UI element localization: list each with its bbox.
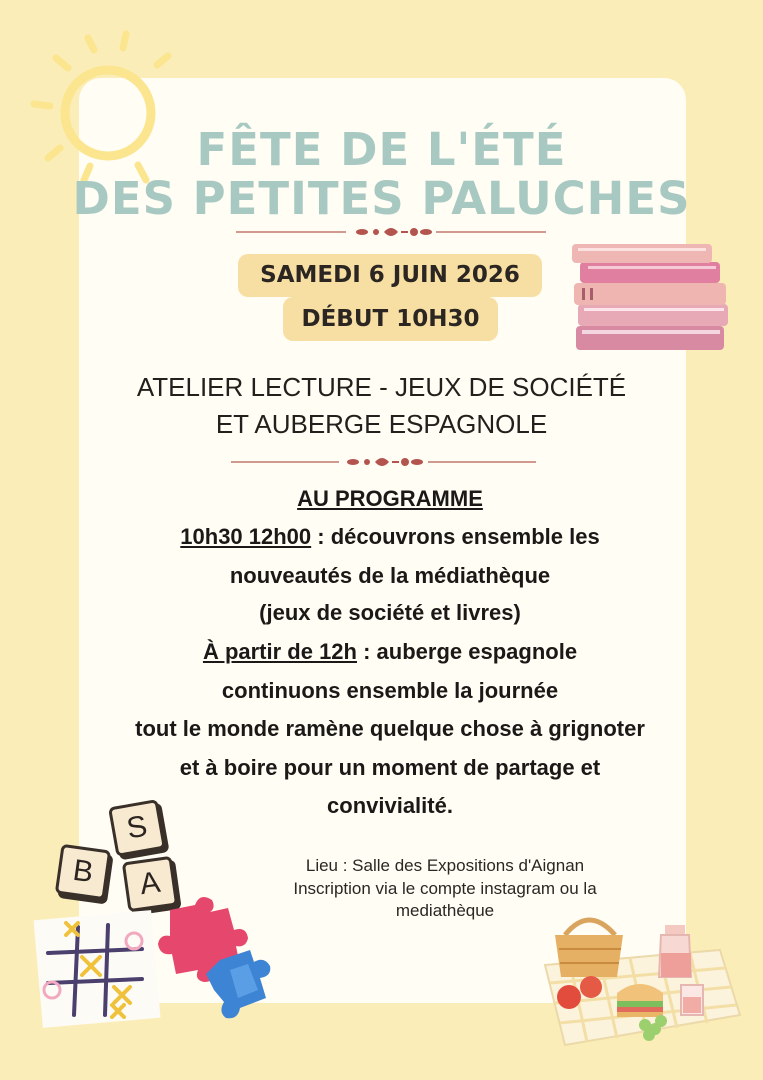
start-time-badge: DÉBUT 10H30 xyxy=(283,297,498,341)
title-line-1: FÊTE DE L'ÉTÉ xyxy=(196,123,567,176)
scrabble-tile-letter: S xyxy=(124,809,150,846)
program-heading: AU PROGRAMME xyxy=(297,486,483,511)
divider-ornament xyxy=(236,224,546,240)
books-icon xyxy=(568,240,733,355)
signup-text-line-1: Inscription via le compte instagram ou la xyxy=(293,879,597,898)
slot-1-line-2: nouveautés de la médiathèque xyxy=(229,563,551,588)
slot-2-text: auberge espagnole xyxy=(376,639,578,664)
tic-tac-toe-icon xyxy=(30,905,165,1030)
slot-1-separator: : xyxy=(311,524,331,549)
slot-2-line-5: convivialité. xyxy=(327,793,453,818)
scrabble-tile xyxy=(108,799,166,857)
slot-1-time: 10h30 12h00 xyxy=(180,524,312,549)
scrabble-tile xyxy=(55,844,111,900)
puzzle-pieces-icon xyxy=(150,890,290,1025)
program-slot-1 xyxy=(100,524,680,550)
program-slot-2 xyxy=(100,639,680,665)
activities-line-1: ATELIER LECTURE - JEUX DE SOCIÉTÉ xyxy=(136,372,627,402)
slot-2-separator: : xyxy=(356,639,377,664)
scrabble-tile-letter: A xyxy=(137,865,163,902)
scrabble-tile-letter: B xyxy=(70,853,96,890)
title-line-2: DES PETITES PALUCHES xyxy=(72,172,691,225)
picnic-icon xyxy=(525,905,755,1055)
slot-1-text: découvrons ensemble les xyxy=(330,524,600,549)
slot-1-line-3: (jeux de société et livres) xyxy=(259,600,521,625)
date-badge: SAMEDI 6 JUIN 2026 xyxy=(238,254,542,297)
slot-2-time: À partir de 12h xyxy=(202,639,357,664)
activities-line-2: ET AUBERGE ESPAGNOLE xyxy=(215,409,548,439)
location-text: Lieu : Salle des Expositions d'Aignan xyxy=(305,856,585,875)
slot-2-line-4: et à boire pour un moment de partage et xyxy=(179,755,601,780)
signup-text-line-2: mediathèque xyxy=(395,901,495,920)
slot-2-line-3: tout le monde ramène quelque chose à grignoter xyxy=(135,716,645,741)
divider-ornament xyxy=(231,454,536,470)
slot-2-line-2: continuons ensemble la journée xyxy=(221,678,559,703)
